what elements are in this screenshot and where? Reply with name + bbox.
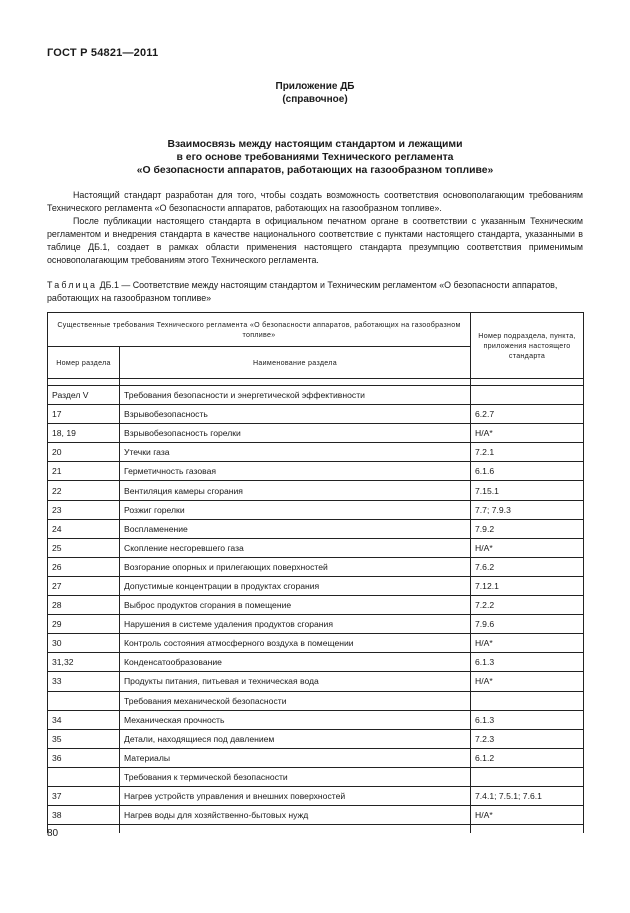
section-number-cell: 22 — [48, 481, 120, 500]
section-name-cell: Утечки газа — [120, 443, 471, 462]
table-row — [48, 634, 584, 653]
section-number-cell: 37 — [48, 786, 120, 805]
section-number-cell: 26 — [48, 557, 120, 576]
section-number-cell: 21 — [48, 462, 120, 481]
standard-ref-cell: 7.6.2 — [471, 557, 584, 576]
standard-ref-cell: 7.4.1; 7.5.1; 7.6.1 — [471, 786, 584, 805]
standard-ref-cell — [471, 386, 584, 405]
table-caption — [47, 279, 583, 305]
table-row — [48, 500, 584, 519]
section-name-cell — [120, 825, 471, 834]
section-name-cell: Выброс продуктов сгорания в помещение — [120, 596, 471, 615]
section-number-cell: 17 — [48, 405, 120, 424]
table-row — [48, 672, 584, 691]
section-name-cell: Материалы — [120, 748, 471, 767]
standard-ref-cell: 6.1.2 — [471, 748, 584, 767]
table-caption-text: ДБ.1 — Соответствие между настоящим стандартом и Техническим регламентом «О безопасности аппаратов, работающих на газообразном топливе» — [47, 280, 558, 303]
header-requirements: Существенные требования Технического регламента «О безопасности аппаратов, работающих на газообразном топливе» — [48, 313, 471, 347]
table-row — [48, 786, 584, 805]
table-row — [48, 806, 584, 825]
section-number-cell: 20 — [48, 443, 120, 462]
section-number-cell — [48, 767, 120, 786]
section-number-cell: 29 — [48, 615, 120, 634]
section-number-cell: 27 — [48, 576, 120, 595]
header-section-number: Номер раздела — [48, 347, 120, 379]
table-row — [48, 538, 584, 557]
standard-ref-cell: Н/А* — [471, 672, 584, 691]
section-number-cell: 30 — [48, 634, 120, 653]
table-row — [48, 748, 584, 767]
section-number-cell: 24 — [48, 519, 120, 538]
table-row — [48, 576, 584, 595]
section-name-cell: Взрывобезопасность горелки — [120, 424, 471, 443]
standard-ref-cell: 6.1.3 — [471, 653, 584, 672]
section-name-cell: Нагрев воды для хозяйственно-бытовых нужд — [120, 806, 471, 825]
section-name-cell: Возгорание опорных и прилегающих поверхностей — [120, 557, 471, 576]
section-name-cell: Требования к термической безопасности — [120, 767, 471, 786]
table-row — [48, 424, 584, 443]
intro-paragraph-2: После публикации настоящего стандарта в официальном печатном органе в соответствии с указанным Техническим регламентом и внедрения стандарта в качестве национального соответствие с пунктами настоящего стандарта, указанными в таблице ДБ.1, создает в рамках области применения настоящего стандарта презумпцию соответствия применимым основополагающим требованиям этого Технического регламента. — [47, 216, 583, 266]
table-row — [48, 615, 584, 634]
section-number-cell: 28 — [48, 596, 120, 615]
standard-ref-cell: 7.2.3 — [471, 729, 584, 748]
section-name-cell: Контроль состояния атмосферного воздуха в помещении — [120, 634, 471, 653]
section-number-cell: 23 — [48, 500, 120, 519]
table-row — [48, 825, 584, 834]
appendix-label: Приложение ДБ — [275, 81, 355, 92]
section-name-cell: Воспламенение — [120, 519, 471, 538]
standard-ref-cell: Н/А* — [471, 538, 584, 557]
standard-ref-cell: 7.12.1 — [471, 576, 584, 595]
table-body — [48, 386, 584, 834]
section-number-cell: 36 — [48, 748, 120, 767]
standard-ref-cell: Н/А* — [471, 424, 584, 443]
table-row — [48, 691, 584, 710]
section-number-cell: Раздел V — [48, 386, 120, 405]
correspondence-table — [47, 312, 584, 833]
section-name-cell: Взрывобезопасность — [120, 405, 471, 424]
standard-ref-cell: 7.9.6 — [471, 615, 584, 634]
standard-ref-cell: 7.2.1 — [471, 443, 584, 462]
appendix-title-line-3: «О безопасности аппаратов, работающих на газообразном топливе» — [136, 165, 494, 176]
standard-ref-cell: 6.2.7 — [471, 405, 584, 424]
header-section-name: Наименование раздела — [120, 347, 471, 379]
section-number-cell: 25 — [48, 538, 120, 557]
section-number-cell — [48, 691, 120, 710]
section-number-cell: 18, 19 — [48, 424, 120, 443]
standard-ref-cell: 6.1.3 — [471, 710, 584, 729]
section-name-cell: Детали, находящиеся под давлением — [120, 729, 471, 748]
table-row — [48, 596, 584, 615]
section-number-cell — [48, 825, 120, 834]
section-name-cell: Требования безопасности и энергетической эффективности — [120, 386, 471, 405]
page-number: 80 — [47, 828, 59, 839]
standard-ref-cell: Н/А* — [471, 806, 584, 825]
appendix-title-line-2: в его основе требованиями Технического регламента — [176, 152, 454, 163]
table-row — [48, 443, 584, 462]
header-standard-ref: Номер подраздела, пункта, приложения настоящего стандарта — [471, 313, 584, 379]
section-number-cell: 34 — [48, 710, 120, 729]
table-row — [48, 481, 584, 500]
section-name-cell: Механическая прочность — [120, 710, 471, 729]
intro-paragraph-1: Настоящий стандарт разработан для того, чтобы создать возможность соответствия основополагающим требованиям Технического регламента «О безопасности аппаратов, работающих на газообразном топливе». — [47, 190, 583, 214]
standard-ref-cell: 7.2.2 — [471, 596, 584, 615]
section-name-cell: Нарушения в системе удаления продуктов сгорания — [120, 615, 471, 634]
standard-ref-cell: 7.7; 7.9.3 — [471, 500, 584, 519]
section-number-cell: 38 — [48, 806, 120, 825]
section-name-cell: Герметичность газовая — [120, 462, 471, 481]
section-name-cell: Продукты питания, питьевая и техническая вода — [120, 672, 471, 691]
table-row — [48, 557, 584, 576]
standard-ref-cell: 7.9.2 — [471, 519, 584, 538]
appendix-type: (справочное) — [282, 94, 348, 105]
section-number-cell: 35 — [48, 729, 120, 748]
standard-ref-cell: 7.15.1 — [471, 481, 584, 500]
table-row — [48, 710, 584, 729]
appendix-title-line-1: Взаимосвязь между настоящим стандартом и лежащими — [167, 139, 463, 150]
document-code: ГОСТ Р 54821—2011 — [47, 47, 159, 59]
table-caption-label: Таблица — [47, 280, 98, 290]
section-number-cell: 33 — [48, 672, 120, 691]
table-row — [48, 462, 584, 481]
table-row — [48, 405, 584, 424]
section-name-cell: Розжиг горелки — [120, 500, 471, 519]
table-row — [48, 729, 584, 748]
section-name-cell: Нагрев устройств управления и внешних поверхностей — [120, 786, 471, 805]
standard-ref-cell: 6.1.6 — [471, 462, 584, 481]
intro-text — [47, 189, 583, 268]
section-name-cell: Конденсатообразование — [120, 653, 471, 672]
section-name-cell: Скопление несгоревшего газа — [120, 538, 471, 557]
table-row — [48, 519, 584, 538]
table-row — [48, 653, 584, 672]
standard-ref-cell — [471, 691, 584, 710]
section-name-cell: Допустимые концентрации в продуктах сгорания — [120, 576, 471, 595]
standard-ref-cell — [471, 767, 584, 786]
section-name-cell: Вентиляция камеры сгорания — [120, 481, 471, 500]
section-name-cell: Требования механической безопасности — [120, 691, 471, 710]
standard-ref-cell — [471, 825, 584, 834]
table-row — [48, 767, 584, 786]
table-row — [48, 386, 584, 405]
standard-ref-cell: Н/А* — [471, 634, 584, 653]
section-number-cell: 31,32 — [48, 653, 120, 672]
